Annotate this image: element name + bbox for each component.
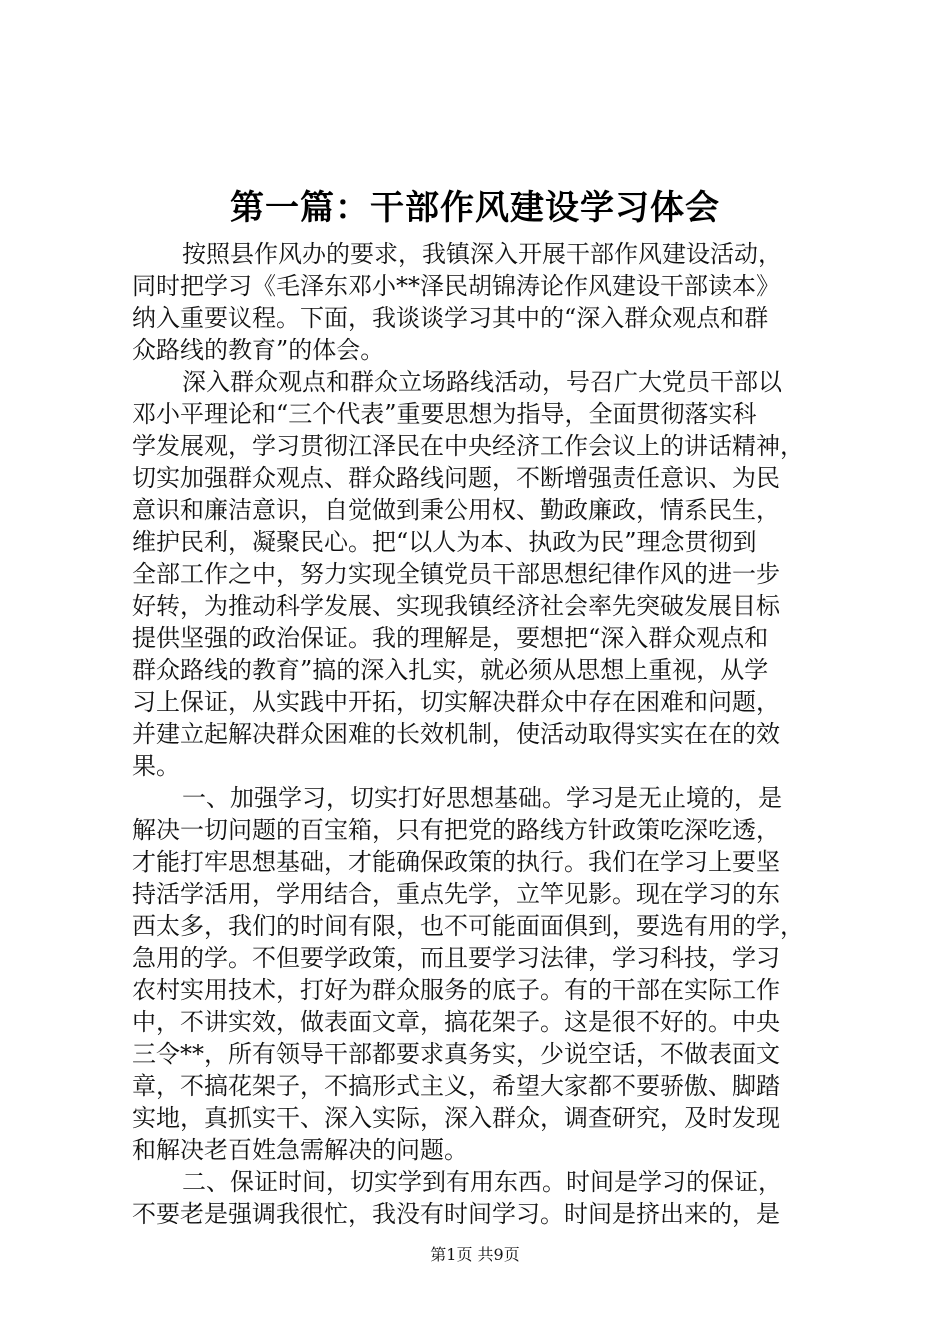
text-line: 不要老是强调我很忙，我没有时间学习。时间是挤出来的，是	[132, 1200, 780, 1228]
document-title: 第一篇：干部作风建设学习体会	[230, 188, 720, 228]
text-line: 同时把学习《毛泽东邓小**泽民胡锦涛论作风建设干部读本》	[132, 272, 780, 300]
text-line: 按照县作风办的要求，我镇深入开展干部作风建设活动，	[182, 240, 782, 268]
text-line: 习上保证，从实践中开拓，切实解决群众中存在困难和问题，	[132, 688, 780, 716]
text-line: 切实加强群众观点、群众路线问题，不断增强责任意识、为民	[132, 464, 780, 492]
text-line: 群众路线的教育”搞的深入扎实，就必须从思想上重视，从学	[132, 656, 769, 684]
text-line: 深入群众观点和群众立场路线活动，号召广大党员干部以	[182, 368, 782, 396]
text-line: 实地，真抓实干、深入实际，深入群众，调查研究，及时发现	[132, 1104, 780, 1132]
text-line: 意识和廉洁意识，自觉做到秉公用权、勤政廉政，情系民生，	[132, 496, 780, 524]
text-line: 好转，为推动科学发展、实现我镇经济社会率先突破发展目标	[132, 592, 780, 620]
text-line: 二、保证时间，切实学到有用东西。时间是学习的保证，	[182, 1168, 782, 1196]
text-line: 急用的学。不但要学政策，而且要学习法律，学习科技，学习	[132, 944, 780, 972]
text-line: 学发展观，学习贯彻江泽民在中央经济工作会议上的讲话精神，	[132, 432, 804, 460]
text-line: 和解决老百姓急需解决的问题。	[132, 1136, 468, 1164]
text-line: 提供坚强的政治保证。我的理解是，要想把“深入群众观点和	[132, 624, 769, 652]
text-line: 众路线的教育”的体会。	[132, 336, 385, 364]
text-line: 持活学活用，学用结合，重点先学，立竿见影。现在学习的东	[132, 880, 780, 908]
text-line: 中，不讲实效，做表面文章，搞花架子。这是很不好的。中央	[132, 1008, 780, 1036]
text-line: 果。	[132, 752, 180, 780]
text-line: 并建立起解决群众困难的长效机制，使活动取得实实在在的效	[132, 720, 780, 748]
text-line: 农村实用技术，打好为群众服务的底子。有的干部在实际工作	[132, 976, 780, 1004]
text-line: 邓小平理论和“三个代表”重要思想为指导，全面贯彻落实科	[132, 400, 757, 428]
text-line: 西太多，我们的时间有限，也不可能面面俱到，要选有用的学，	[132, 912, 804, 940]
text-line: 才能打牢思想基础，才能确保政策的执行。我们在学习上要坚	[132, 848, 780, 876]
text-line: 全部工作之中，努力实现全镇党员干部思想纪律作风的进一步	[132, 560, 780, 588]
page-footer: 第1页 共9页	[430, 1245, 520, 1264]
text-line: 维护民利，凝聚民心。把“以人为本、执政为民”理念贯彻到	[132, 528, 757, 556]
text-line: 一、加强学习，切实打好思想基础。学习是无止境的，是	[182, 784, 782, 812]
document-body	[132, 238, 832, 1230]
text-line: 章，不搞花架子，不搞形式主义，希望大家都不要骄傲、脚踏	[132, 1072, 780, 1100]
text-line: 纳入重要议程。下面，我谈谈学习其中的“深入群众观点和群	[132, 304, 769, 332]
text-line: 三令**，所有领导干部都要求真务实，少说空话，不做表面文	[132, 1040, 780, 1068]
text-line: 解决一切问题的百宝箱，只有把党的路线方针政策吃深吃透，	[132, 816, 780, 844]
